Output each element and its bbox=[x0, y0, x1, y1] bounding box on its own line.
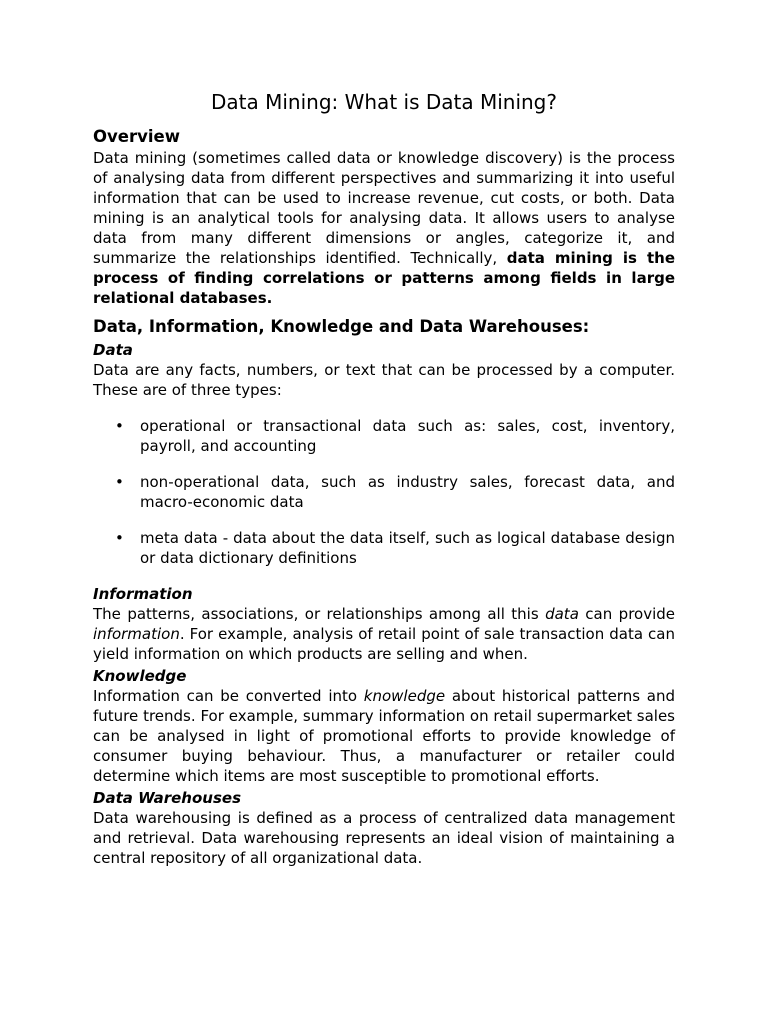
knowledge-paragraph bbox=[93, 686, 675, 786]
document-page bbox=[93, 88, 675, 868]
section-heading: Data, Information, Knowledge and Data Warehouses: bbox=[93, 317, 590, 336]
knowledge-italic: knowledge bbox=[363, 687, 446, 705]
information-italic-1: data bbox=[545, 605, 579, 623]
list-item-text: meta data - data about the data itself, such as logical database design or data dictionary definitions bbox=[140, 529, 675, 567]
knowledge-text-1: Information can be converted into bbox=[93, 687, 364, 705]
data-types-list bbox=[93, 416, 675, 568]
knowledge-text-2: about historical patterns and future trends. For example, summary information on retail supermarket sales can be analysed in light of promotional efforts to provide knowledge of consumer buying behaviour. Thus, a manufacturer or retailer could determine which items are most susceptible to promotional efforts. bbox=[93, 687, 675, 785]
data-paragraph: Data are any facts, numbers, or text that can be processed by a computer. These are of three types: bbox=[93, 361, 675, 399]
warehouses-paragraph: Data warehousing is defined as a process of centralized data management and retrieval. Data warehousing represents an ideal vision of maintaining a central repository of all organizational data. bbox=[93, 809, 675, 867]
information-text-3: . For example, analysis of retail point of sale transaction data can yield information on which products are selling and when. bbox=[93, 625, 675, 663]
list-item bbox=[93, 416, 675, 456]
data-heading: Data bbox=[93, 341, 133, 359]
overview-heading: Overview bbox=[93, 127, 180, 146]
document-title: Data Mining: What is Data Mining? bbox=[210, 90, 557, 114]
overview-bold-text: data mining is the process of finding correlations or patterns among fields in large relational databases. bbox=[93, 249, 675, 307]
overview-paragraph bbox=[93, 148, 675, 308]
knowledge-heading: Knowledge bbox=[93, 667, 187, 685]
overview-text: Data mining (sometimes called data or knowledge discovery) is the process of analysing data from different perspectives and summarizing it into useful information that can be used to increase revenue, cut costs, or both. Data mining is an analytical tools for analysing data. It allows users to analyse data from many different dimensions or angles, categorize it, and summarize the relationships identified. Technically, bbox=[93, 149, 675, 267]
list-item-text: operational or transactional data such as: sales, cost, inventory, payroll, and accounting bbox=[140, 417, 675, 455]
information-paragraph bbox=[93, 604, 675, 664]
information-text-2: can provide bbox=[578, 605, 675, 623]
warehouses-heading: Data Warehouses bbox=[93, 789, 242, 807]
list-item bbox=[93, 528, 675, 568]
information-text-1: The patterns, associations, or relationships among all this bbox=[93, 605, 546, 623]
information-heading: Information bbox=[93, 585, 193, 603]
bullet-icon: • bbox=[115, 473, 124, 491]
information-italic-2: information bbox=[93, 625, 180, 643]
bullet-icon: • bbox=[115, 529, 124, 547]
list-item-text: non-operational data, such as industry sales, forecast data, and macro-economic data bbox=[140, 473, 675, 511]
bullet-icon: • bbox=[115, 417, 124, 435]
list-item bbox=[93, 472, 675, 512]
